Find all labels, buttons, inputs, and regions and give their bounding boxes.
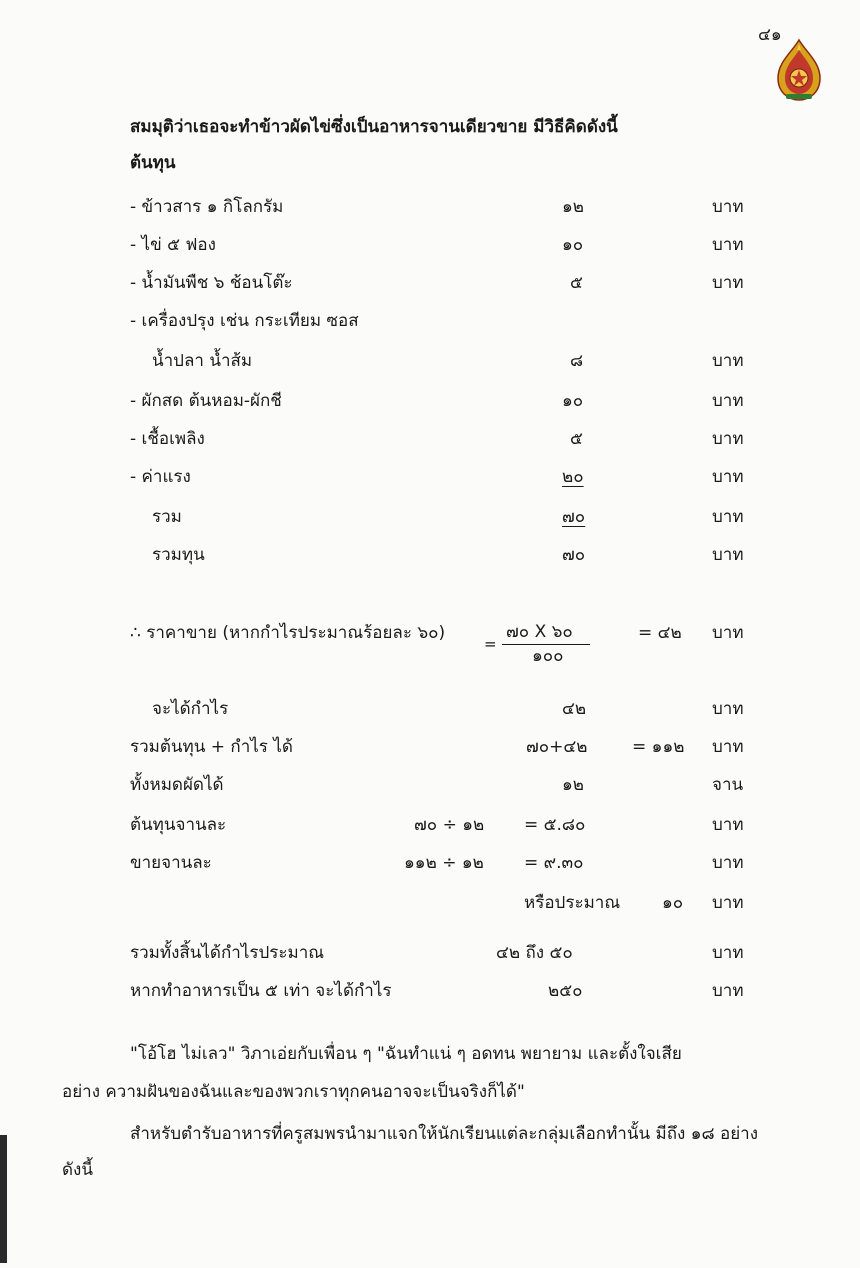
cost-item-unit: บาท <box>712 197 744 217</box>
sale-price-result: = ๔๒ <box>638 623 682 643</box>
paragraph-1-line-1: "โอ้โฮ ไม่เลว" วิภาเอ่ยกับเพื่อน ๆ "ฉันทำแน่ ๆ อดทน พยายาม และตั้งใจเสีย <box>130 1044 682 1064</box>
fraction-equals: = <box>484 635 497 653</box>
sale-price-fraction <box>484 622 608 668</box>
cost-item-unit: บาท <box>712 467 744 487</box>
sale-price-label: ∴ ราคาขาย (หากกำไรประมาณร้อยละ ๖๐) <box>130 623 446 643</box>
five-times-label: หากทำอาหารเป็น ๕ เท่า จะได้กำไร <box>130 981 392 1001</box>
cost-item-unit: บาท <box>712 351 744 371</box>
cost-item-amount: ๑๒ <box>562 197 584 217</box>
cost-item-unit: บาท <box>712 391 744 411</box>
cost-per-plate-expr: ๗๐ ÷ ๑๒ <box>414 815 485 835</box>
fraction-denominator: ๑๐๐ <box>532 646 564 666</box>
total-result: = ๑๑๒ <box>632 737 685 757</box>
cost-item-amount: ๑๐ <box>562 235 584 255</box>
cost-total-amount: ๗๐ <box>562 545 586 565</box>
cost-total-label: รวมทุน <box>152 545 205 565</box>
cost-item-label: - เครื่องปรุง เช่น กระเทียม ซอส <box>130 311 359 331</box>
cost-subtotal-amount: ๗๐ <box>562 507 586 527</box>
cost-item-amount: ๒๐ <box>562 467 584 487</box>
approx-label: หรือประมาณ <box>524 893 621 913</box>
cost-item-unit: บาท <box>712 273 744 293</box>
intro-line: สมมุติว่าเธอจะทำข้าวผัดไข่ซึ่งเป็นอาหารจานเดียวขาย มีวิธีคิดดังนี้ <box>130 117 618 137</box>
cost-item-label: - ไข่ ๕ ฟอง <box>130 235 216 255</box>
cost-subtotal-unit: บาท <box>712 507 744 527</box>
page-number: ๔๑ <box>758 25 782 45</box>
sell-per-plate-label: ขายจานละ <box>130 853 212 873</box>
sell-per-plate-result: = ๙.๓๐ <box>524 853 584 873</box>
cost-per-plate-result: = ๕.๘๐ <box>524 815 586 835</box>
cost-item-amount: ๕ <box>570 273 583 293</box>
approx-amount: ๑๐ <box>662 893 684 913</box>
fraction-bar <box>502 644 590 645</box>
royal-seal-emblem-icon <box>776 38 822 102</box>
paragraph-1-line-2: อย่าง ความฝันของฉันและของพวกเราทุกคนอาจจะเป็นจริงก็ได้" <box>62 1082 525 1102</box>
cost-heading: ต้นทุน <box>130 153 176 173</box>
five-times-unit: บาท <box>712 981 744 1001</box>
plates-amount: ๑๒ <box>562 775 584 795</box>
cost-item-amount: ๕ <box>570 429 583 449</box>
total-unit: บาท <box>712 737 744 757</box>
paragraph-2-line-1: สำหรับตำรับอาหารที่ครูสมพรนำมาแจกให้นักเรียนแต่ละกลุ่มเลือกทำนั้น มีถึง ๑๘ อย่าง <box>130 1124 759 1144</box>
profit-unit: บาท <box>712 699 744 719</box>
cost-item-amount: ๑๐ <box>562 391 584 411</box>
sale-price-unit: บาท <box>712 623 744 643</box>
grand-profit-unit: บาท <box>712 943 744 963</box>
plates-unit: จาน <box>712 775 744 795</box>
grand-profit-amount: ๔๒ ถึง ๕๐ <box>496 943 573 963</box>
cost-total-unit: บาท <box>712 545 744 565</box>
paragraph-2-line-2: ดังนี้ <box>62 1160 93 1180</box>
five-times-amount: ๒๕๐ <box>548 981 583 1001</box>
cost-item-label: น้ำปลา น้ำส้ม <box>152 351 253 371</box>
sell-per-plate-unit: บาท <box>712 853 744 873</box>
cost-per-plate-unit: บาท <box>712 815 744 835</box>
cost-item-unit: บาท <box>712 429 744 449</box>
cost-item-label: - น้ำมันพืช ๖ ช้อนโต๊ะ <box>130 273 293 293</box>
total-expr: ๗๐+๔๒ <box>526 737 588 757</box>
cost-item-label: - ข้าวสาร ๑ กิโลกรัม <box>130 197 284 217</box>
profit-label: จะได้กำไร <box>152 699 229 719</box>
cost-subtotal-label: รวม <box>152 507 182 527</box>
plates-label: ทั้งหมดผัดได้ <box>130 775 224 795</box>
cost-item-label: - ค่าแรง <box>130 467 191 487</box>
total-label: รวมต้นทุน + กำไร ได้ <box>130 737 293 757</box>
binding-edge-mark <box>0 1135 7 1263</box>
cost-item-amount: ๘ <box>570 351 584 371</box>
grand-profit-label: รวมทั้งสิ้นได้กำไรประมาณ <box>130 943 325 963</box>
approx-unit: บาท <box>712 893 744 913</box>
cost-item-unit: บาท <box>712 235 744 255</box>
fraction-numerator: ๗๐ X ๖๐ <box>506 622 573 642</box>
sell-per-plate-expr: ๑๑๒ ÷ ๑๒ <box>404 853 484 873</box>
cost-item-label: - ผักสด ต้นหอม-ผักชี <box>130 391 282 411</box>
cost-item-label: - เชื้อเพลิง <box>130 429 205 449</box>
profit-amount: ๔๒ <box>562 699 587 719</box>
cost-per-plate-label: ต้นทุนจานละ <box>130 815 227 835</box>
